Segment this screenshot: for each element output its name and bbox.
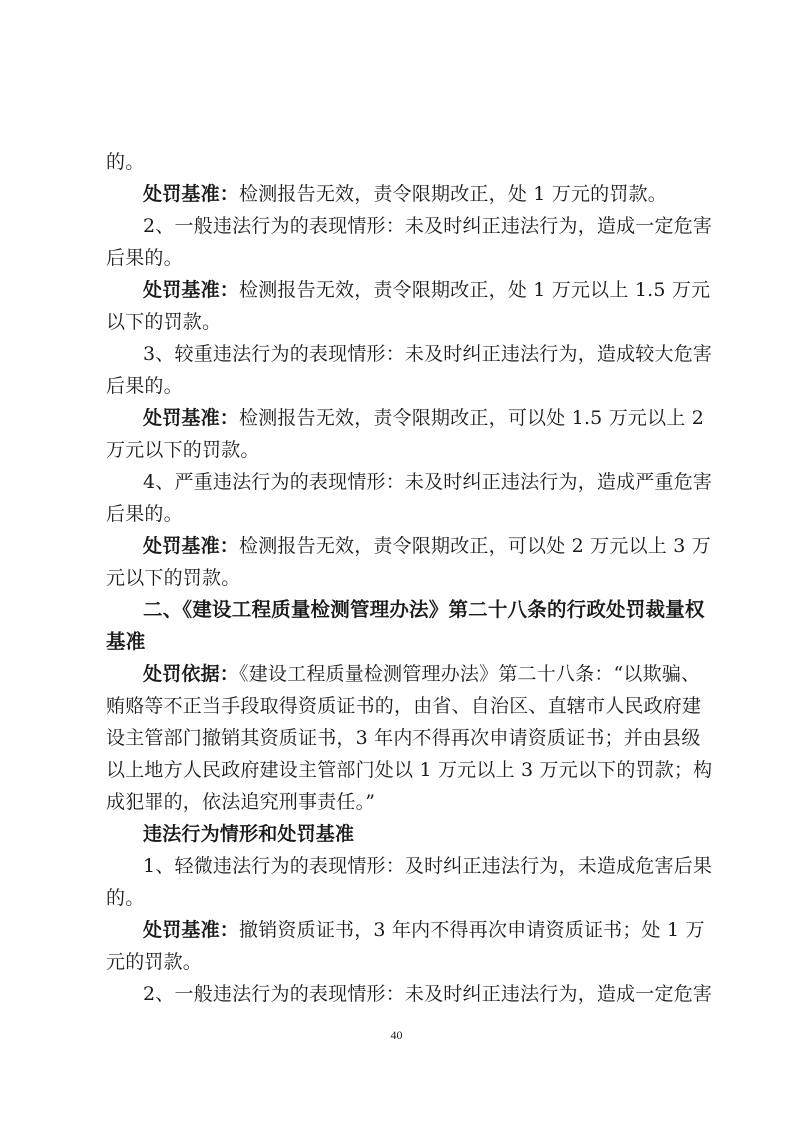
text: 检测报告无效，责令限期改正，处 1 万元的罚款。 [239, 183, 667, 205]
text: 的。 [106, 887, 145, 909]
paragraph-line [0, 310, 793, 334]
paragraph-line [0, 214, 793, 238]
section-heading-continued [0, 630, 793, 654]
penalty-basis-line [0, 662, 793, 686]
text: 万元以下的罚款。 [106, 439, 260, 461]
heading-text: 违法行为情形和处罚基准 [143, 823, 355, 845]
bold-label: 处罚基准： [143, 183, 240, 205]
paragraph-line [0, 790, 793, 814]
bold-label: 处罚基准： [143, 279, 240, 301]
paragraph-line [0, 150, 793, 174]
text: 2、一般违法行为的表现情形：未及时纠正违法行为，造成一定危害 [143, 215, 713, 237]
penalty-standard-line [0, 534, 793, 558]
text: 2、一般违法行为的表现情形：未及时纠正违法行为，造成一定危害 [143, 983, 713, 1005]
paragraph-line [0, 694, 793, 718]
penalty-standard-line [0, 918, 793, 942]
subsection-heading [0, 822, 793, 846]
heading-text: 基准 [106, 630, 146, 653]
text: 4、严重违法行为的表现情形：未及时纠正违法行为，造成严重危害 [143, 471, 713, 493]
text: 检测报告无效，责令限期改正，处 1 万元以上 1.5 万元 [239, 279, 711, 301]
paragraph-line [0, 438, 793, 462]
penalty-standard-line [0, 406, 793, 430]
paragraph-line [0, 758, 793, 782]
text: 以上地方人民政府建设主管部门处以 1 万元以上 3 万元以下的罚款；构 [106, 759, 713, 781]
text: 撤销资质证书，3 年内不得再次申请资质证书；处 1 万 [239, 919, 705, 941]
text: 成犯罪的，依法追究刑事责任。” [106, 791, 376, 813]
bold-label: 处罚基准： [143, 535, 240, 557]
page-number: 40 [390, 1028, 403, 1042]
paragraph-line [0, 246, 793, 270]
text: 的。 [106, 151, 145, 173]
text: 后果的。 [106, 247, 183, 269]
penalty-standard-line [0, 278, 793, 302]
heading-text: 二、《建设工程质量检测管理办法》第二十八条的行政处罚裁量权 [143, 598, 705, 621]
paragraph-line [0, 566, 793, 590]
paragraph-line [0, 854, 793, 878]
paragraph-line [0, 342, 793, 366]
text: 《建设工程质量检测管理办法》第二十八条：“以欺骗、 [239, 663, 701, 685]
text: 设主管部门撤销其资质证书，3 年内不得再次申请资质证书；并由县级 [106, 727, 701, 749]
text: 元以下的罚款。 [106, 567, 241, 589]
paragraph-line [0, 886, 793, 910]
text: 3、较重违法行为的表现情形：未及时纠正违法行为，造成较大危害 [143, 343, 713, 365]
paragraph-line [0, 374, 793, 398]
text: 1、轻微违法行为的表现情形：及时纠正违法行为，未造成危害后果 [143, 855, 713, 877]
text: 以下的罚款。 [106, 311, 222, 333]
paragraph-line [0, 502, 793, 526]
text: 后果的。 [106, 375, 183, 397]
paragraph-line [0, 982, 793, 1006]
text: 检测报告无效，责令限期改正，可以处 2 万元以上 3 万 [239, 535, 711, 557]
paragraph-line [0, 726, 793, 750]
text: 元的罚款。 [106, 951, 203, 973]
bold-label: 处罚基准： [143, 407, 240, 429]
text: 后果的。 [106, 503, 183, 525]
penalty-standard-line [0, 182, 793, 206]
paragraph-line [0, 470, 793, 494]
bold-label: 处罚基准： [143, 919, 240, 941]
paragraph-line [0, 950, 793, 974]
bold-label: 处罚依据： [143, 663, 240, 685]
section-heading [0, 598, 793, 622]
text: 检测报告无效，责令限期改正，可以处 1.5 万元以上 2 [239, 407, 705, 429]
text: 贿赂等不正当手段取得资质证书的，由省、自治区、直辖市人民政府建 [106, 695, 702, 717]
